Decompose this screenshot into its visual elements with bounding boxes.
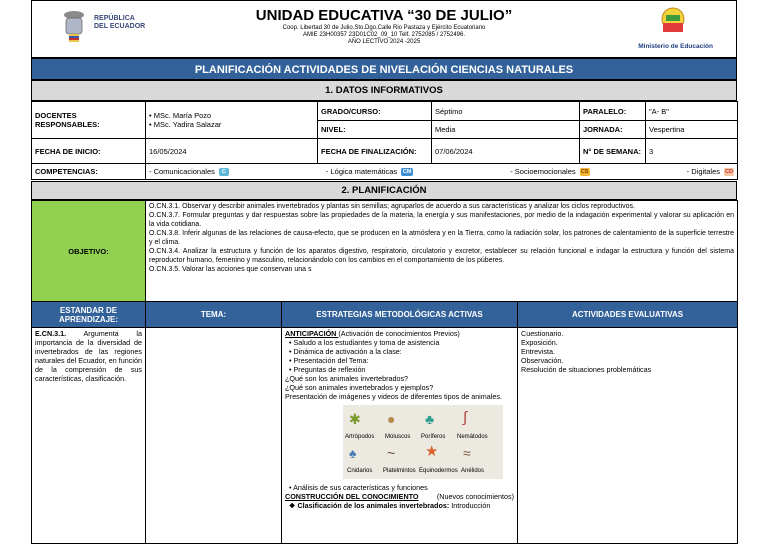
- comp-digitales: - Digitales CD: [686, 166, 733, 176]
- section-planificacion: 2. PLANIFICACIÓN: [31, 181, 737, 200]
- starfish-icon: ★: [425, 443, 439, 460]
- estandar-cell: E.CN.3.1. Argumenta la importancia de la diversidad de invertebrados de las regiones naturales del Ecuador, en función de la comprensión de sus características, clasificación.: [32, 328, 146, 544]
- fecha-fin-label: FECHA DE FINALIZACIÓN:: [318, 139, 432, 164]
- actividades-cell: Cuestionario. Exposición. Entrevista. Observación. Resolución de situaciones problemáticas: [518, 328, 738, 544]
- nivel-label: NIVEL:: [318, 121, 432, 139]
- section-datos-informativos: 1. DATOS INFORMATIVOS: [31, 80, 737, 101]
- mollusk-icon: ●: [387, 411, 396, 427]
- sponge-icon: ♣: [425, 411, 435, 427]
- cnidarian-icon: ♠: [349, 445, 357, 461]
- socioemocionales-badge-icon: CS: [580, 169, 589, 175]
- document-title: PLANIFICACIÓN ACTIVIDADES DE NIVELACIÓN CIENCIAS NATURALES: [31, 58, 737, 80]
- col-tema: TEMA:: [146, 302, 282, 328]
- objetivo-label: OBJETIVO:: [32, 201, 146, 302]
- comp-comunicacionales: - Comunicacionales C: [149, 167, 229, 176]
- fecha-inicio-value: 16/05/2024: [146, 139, 318, 164]
- republic-logo-text: REPÚBLICA DEL ECUADOR: [94, 15, 146, 30]
- jornada-label: JORNADA:: [580, 121, 646, 139]
- semana-label: N° DE SEMANA:: [580, 139, 646, 164]
- flatworm-icon: ~: [387, 445, 396, 461]
- tema-cell: [146, 328, 282, 544]
- document-header: [31, 0, 737, 58]
- col-actividades: ACTIVIDADES EVALUATIVAS: [518, 302, 738, 328]
- jornada-value: Vespertina: [646, 121, 738, 139]
- comp-socioemocionales: - Socioemocionales CS: [510, 166, 589, 176]
- nematode-icon: ∫: [463, 409, 468, 426]
- col-estrategias: ESTRATEGIAS METODOLÓGICAS ACTIVAS: [282, 302, 518, 328]
- comp-logica: - Lógica matemáticas CM: [325, 166, 412, 176]
- logica-badge-icon: CM: [402, 169, 412, 175]
- competencias-value: [146, 164, 738, 180]
- paralelo-label: PARALELO:: [580, 102, 646, 121]
- digitales-badge-icon: CD: [725, 169, 733, 175]
- grado-label: GRADO/CURSO:: [318, 102, 432, 121]
- arthropod-icon: ✱: [349, 411, 361, 427]
- docentes-value: • MSc. María Pozo • MSc. Yadira Salazar: [146, 102, 318, 139]
- fecha-fin-value: 07/06/2024: [432, 139, 580, 164]
- docentes-label: DOCENTES RESPONSABLES:: [32, 102, 146, 139]
- school-year: AÑO LECTIVO 2024 -2025: [347, 39, 421, 45]
- col-estandar: ESTANDAR DE APRENDIZAJE:: [32, 302, 146, 328]
- ministry-logo: [654, 7, 692, 37]
- planificacion-table: [31, 301, 738, 544]
- invertebrates-image: ✱ ● ♣ ∫ Artrópodos Moluscos Poríferos Nemátodos ♠ ~ ★ ≈ Cnidarios Platelmintos Equinodermos Anélidos: [343, 405, 503, 479]
- objetivo-text: O.CN.3.1. Observar y describir animales invertebrados y plantas sin semillas; agruparlos de acuerdo a sus características y analizar los ciclos reproductivos. O.CN.3.7. Formular preguntas y dar respuestas sobre las propiedades de la materia, la energía y sus manifestaciones, por medio de la indagación experimental y valorar su aplicación en la vida cotidiana. O.CN.3.8. Inferir algunas de las relaciones de causa-efecto, que se producen en la atmósfera y en la Tierra, como la radiación solar, los patrones de calentamiento de la superficie terrestre y el clima. O.CN.3.4. Analizar la estructura y función de los aparatos digestivo, respiratorio, circulatorio y excretor, establecer su relación funcional e indagar la estructura y función del sistema reproductor humano, femenino y masculino, relacionándolo con los cambios en el comportamiento de los púberes. O.CN.3.5. Valorar las acciones que conservan una s: [146, 201, 738, 302]
- school-name: UNIDAD EDUCATIVA “30 DE JULIO”: [255, 7, 513, 24]
- school-address: Coop. Libertad 30 de Julio.Sto.Dgo.Calle Rio Pastaza y Ejército Ecuatoriano: [282, 25, 486, 31]
- paralelo-value: "A- B": [646, 102, 738, 121]
- school-amie: AMIE 23H00357 23D01C02_09_10 Telf. 2752085 / 2752496.: [302, 32, 466, 38]
- estrategias-cell: ANTICIPACIÓN (Activación de conocimientos Previos) • Saludo a los estudiantes y toma de asistencia • Dinámica de activación a la clase: • Presentación del Tema: • Preguntas de reflexión ¿Qué son los animales invertebrados? ¿Qué son animales invertebrados y ejemplos? Presentación de imágenes y videos de diferentes tipos de animales. ✱ ● ♣ ∫ Artrópodos Moluscos Poríferos Nemátodos ♠ ~ ★ ≈ Cnidarios Platelmintos Equinodermos Anélidos • Análisis de sus características y funciones CONSTRUCCIÓN DEL CONOCIMIENTO (Nuevos conocimientos) ❖ Clasificación de los animales invertebrados: Introducción: [282, 328, 518, 544]
- semana-value: 3: [646, 139, 738, 164]
- ministry-logo-text: Ministerio de Educación: [638, 43, 713, 50]
- grado-value: Séptimo: [432, 102, 580, 121]
- objetivo-table: [31, 200, 738, 302]
- competencias-label: COMPETENCIAS:: [32, 164, 146, 180]
- nivel-value: Media: [432, 121, 580, 139]
- fecha-inicio-label: FECHA DE INICIO:: [32, 139, 146, 164]
- annelid-icon: ≈: [463, 445, 471, 461]
- datos-informativos-table: [31, 101, 738, 180]
- comunicacionales-badge-icon: C: [219, 168, 229, 176]
